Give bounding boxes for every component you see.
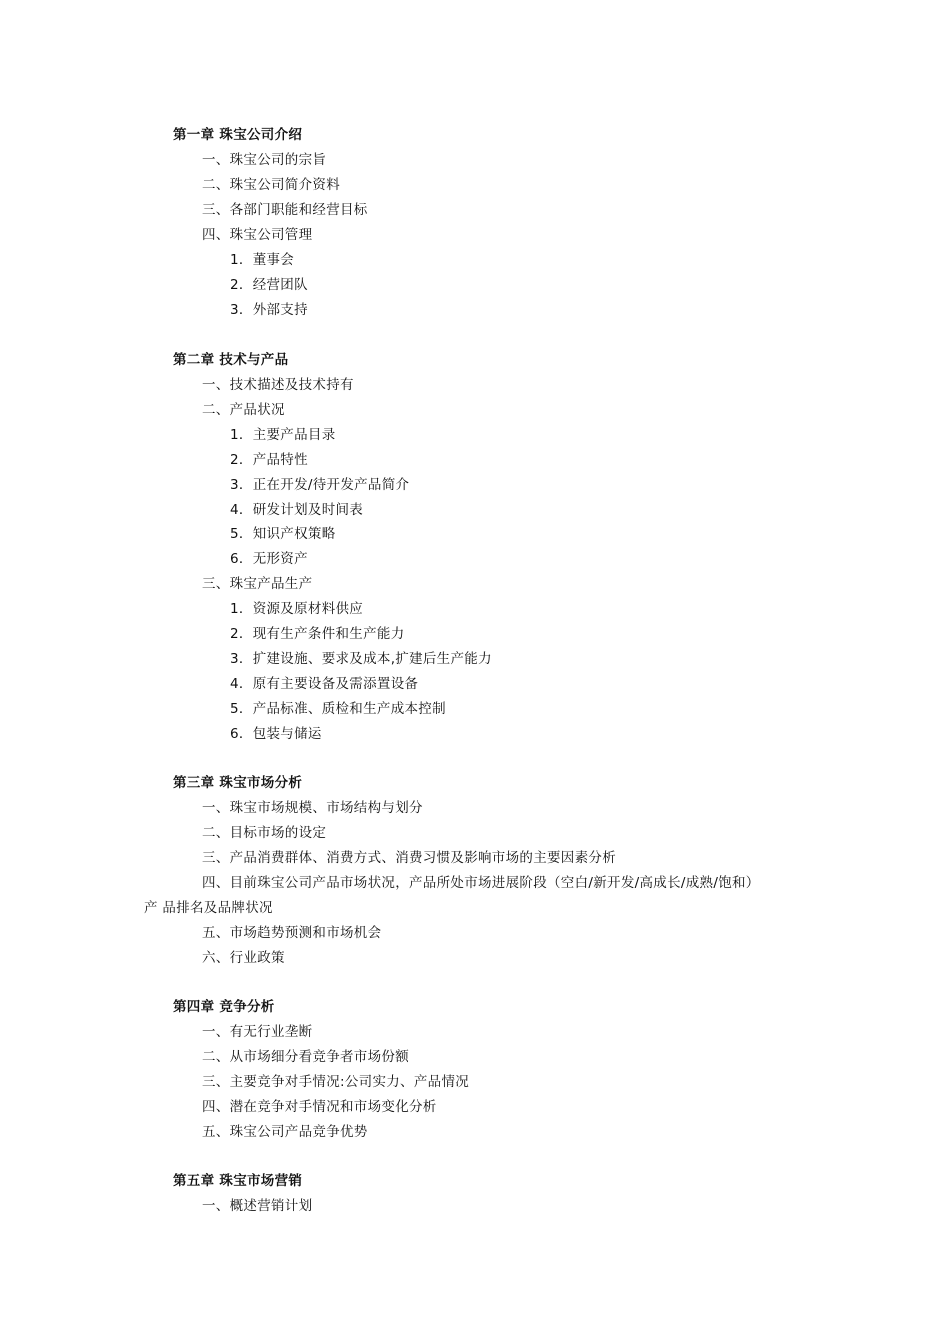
chapter-1-title: 第一章 珠宝公司介绍 — [173, 127, 303, 143]
toc-item: 一、珠宝公司的宗旨 — [202, 152, 327, 168]
toc-subitem: 3．外部支持 — [230, 302, 308, 318]
toc-item: 二、从市场细分看竞争者市场份额 — [202, 1049, 409, 1065]
chapter-3-title: 第三章 珠宝市场分析 — [173, 775, 303, 791]
toc-item: 六、行业政策 — [202, 950, 285, 966]
toc-item: 五、珠宝公司产品竞争优势 — [202, 1124, 368, 1140]
toc-item: 四、潜在竞争对手情况和市场变化分析 — [202, 1099, 437, 1115]
toc-item: 一、技术描述及技术持有 — [202, 377, 354, 393]
toc-subitem: 2．现有生产条件和生产能力 — [230, 626, 405, 642]
toc-subitem: 5．知识产权策略 — [230, 526, 336, 542]
toc-item: 三、珠宝产品生产 — [202, 576, 313, 592]
chapter-4-title: 第四章 竞争分析 — [173, 999, 275, 1015]
chapter-2-title: 第二章 技术与产品 — [173, 352, 289, 368]
toc-subitem: 1．主要产品目录 — [230, 427, 336, 443]
toc-item: 二、目标市场的设定 — [202, 825, 327, 841]
toc-subitem: 6．包装与储运 — [230, 726, 322, 742]
toc-item: 五、市场趋势预测和市场机会 — [202, 925, 382, 941]
chapter-5-title: 第五章 珠宝市场营销 — [173, 1173, 303, 1189]
toc-subitem: 1．资源及原材料供应 — [230, 601, 364, 617]
toc-item: 二、珠宝公司简介资料 — [202, 177, 340, 193]
toc-subitem: 1．董事会 — [230, 252, 295, 268]
toc-item: 三、产品消费群体、消费方式、消费习惯及影响市场的主要因素分析 — [202, 850, 616, 866]
toc-item: 四、珠宝公司管理 — [202, 227, 313, 243]
toc-subitem: 4．原有主要设备及需添置设备 — [230, 676, 419, 692]
toc-item: 三、各部门职能和经营目标 — [202, 202, 368, 218]
toc-item-continuation: 产 品排名及品牌状况 — [144, 900, 273, 916]
toc-subitem: 5．产品标准、质检和生产成本控制 — [230, 701, 446, 717]
toc-item: 四、目前珠宝公司产品市场状况，产品所处市场进展阶段（空白/新开发/高成长/成熟/饱和） — [202, 875, 760, 891]
toc-subitem: 6．无形资产 — [230, 551, 308, 567]
toc-subitem: 2．产品特性 — [230, 452, 308, 468]
toc-item: 一、概述营销计划 — [202, 1198, 313, 1214]
toc-subitem: 2．经营团队 — [230, 277, 308, 293]
toc-item: 一、珠宝市场规模、市场结构与划分 — [202, 800, 423, 816]
toc-item: 二、产品状况 — [202, 402, 285, 418]
toc-item: 一、有无行业垄断 — [202, 1024, 313, 1040]
toc-subitem: 3．扩建设施、要求及成本,扩建后生产能力 — [230, 651, 492, 667]
toc-subitem: 3．正在开发/待开发产品简介 — [230, 477, 410, 493]
toc-subitem: 4．研发计划及时间表 — [230, 502, 364, 518]
toc-item: 三、主要竞争对手情况:公司实力、产品情况 — [202, 1074, 470, 1090]
